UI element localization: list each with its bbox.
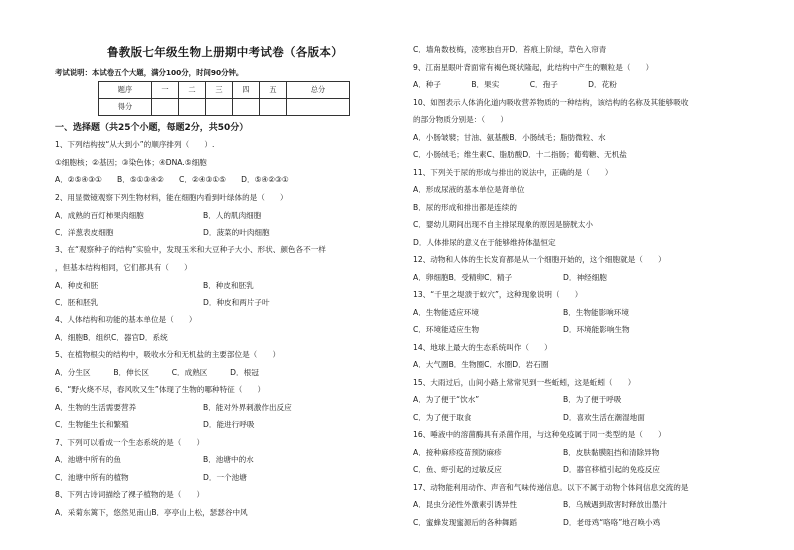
question-line: D．老母鸡“咯咯”地召唤小鸡 — [563, 518, 661, 527]
score-cell: 五 — [260, 82, 287, 99]
question-line: B．人的肌肉细胞 — [203, 211, 262, 220]
question-line: 13、“千里之堤溃于蚁穴”，这种现象说明（ ） — [413, 290, 583, 299]
question-line: A．成熟的百灯柿果肉细胞 — [55, 211, 144, 220]
score-table-header-row — [99, 82, 350, 99]
question-line: D．种皮和两片子叶 — [203, 298, 270, 307]
score-table-score-row — [99, 99, 350, 116]
score-cell — [287, 99, 350, 116]
question-line: A．②⑤④③① B．⑤①③④② C．②④③①⑤ D．⑤④②③① — [55, 175, 289, 184]
question-line: D．环境能影响生物 — [563, 325, 630, 334]
question-line: C．池塘中所有的植物 — [55, 473, 129, 482]
score-cell: 题序 — [99, 82, 152, 99]
score-cell: 一 — [152, 82, 179, 99]
score-cell — [260, 99, 287, 116]
score-cell — [179, 99, 206, 116]
question-line: B．皮肤黏膜阻挡和清除异物 — [563, 448, 660, 457]
score-cell — [152, 99, 179, 116]
section-heading: 一、选择题（共25个小题，每题2分，共50分） — [55, 123, 249, 133]
question-line: 17、动物能利用动作、声音和气味传递信息。以下不属于动物个体间信息交流的是 — [413, 483, 689, 492]
question-line: 11、下列关于尿的形成与排出的说法中，正确的是（ ） — [413, 168, 613, 177]
question-line: D．能进行呼吸 — [203, 420, 255, 429]
score-cell: 得分 — [99, 99, 152, 116]
question-line: D．菠菜的叶肉细胞 — [203, 228, 270, 237]
question-line: A．池塘中所有的鱼 — [55, 455, 121, 464]
question-line: B．生物能影响环境 — [563, 308, 629, 317]
question-line: 6、“野火烧不尽，春风吹又生”体现了生物的哪种特征（ ） — [55, 385, 266, 394]
question-line: A．昆虫分泌性外激素引诱异性 — [413, 500, 517, 509]
question-line: B．乌贼遇到敌害时释放出墨汁 — [563, 500, 667, 509]
question-line: C．洋葱表皮细胞 — [55, 228, 114, 237]
question-line: A．种皮和胚 — [55, 281, 99, 290]
question-line: 12、动物和人体的生长发育都是从一个细胞开始的，这个细胞就是（ ） — [413, 255, 666, 264]
score-cell: 总分 — [287, 82, 350, 99]
question-line: 14、地球上最大的生态系统叫作（ ） — [413, 343, 552, 352]
question-line: C．墙角数枝梅，凌寒独自开D．苔痕上阶绿，草色入帘青 — [413, 45, 607, 54]
score-cell — [206, 99, 233, 116]
question-line: 的部分物质分别是：（ ） — [413, 115, 508, 124]
score-cell: 四 — [233, 82, 260, 99]
question-line: C．环境能适应生物 — [413, 325, 480, 334]
question-line: B．为了便于呼吸 — [563, 395, 622, 404]
question-line: 8、下列古诗词描绘了裸子植物的是（ ） — [55, 490, 205, 499]
question-line: 2、用显微镜观察下列生物材料，能在细胞内看到叶绿体的是（ ） — [55, 193, 288, 202]
question-line: 1、下列结构按“从大到小”的顺序排列（ ）. — [55, 140, 215, 149]
question-line: B．池塘中的水 — [203, 455, 254, 464]
question-line: A．种子 B．果实 C．孢子 D．花粉 — [413, 80, 617, 89]
question-line: 16、唾液中的溶菌酶具有杀菌作用，与这种免疫属于同一类型的是（ ） — [413, 430, 666, 439]
question-line: 4、人体结构和功能的基本单位是（ ） — [55, 315, 197, 324]
question-line: ，但基本结构相同，它们都具有（ ） — [55, 263, 192, 272]
question-line: A．细胞B．组织C．器官D．系统 — [55, 333, 168, 342]
question-line: 9、江南星眼叶背面常有褐色斑状隆起，此结构中产生的颗粒是（ ） — [413, 63, 654, 72]
question-line: D．器官移植引起的免疫反应 — [563, 465, 660, 474]
question-line: C．为了便于取食 — [413, 413, 472, 422]
question-line: B．种皮和胚乳 — [203, 281, 254, 290]
question-line: A．大气圈B．生物圈C．水圈D．岩石圈 — [413, 360, 549, 369]
question-line: D．喜欢生活在潮湿地面 — [563, 413, 645, 422]
question-line: 3、在“观察种子的结构”实验中，发现玉米和大豆种子大小、形状、颜色各不一样 — [55, 245, 326, 254]
question-line: 15、大雨过后，山间小路上常常见到一些蚯蚓，这是蚯蚓（ ） — [413, 378, 636, 387]
question-line: C．小肠绒毛；维生素C、脂肪酸D．十二指肠；葡萄糖、无机盐 — [413, 150, 627, 159]
question-line: 10、如图表示人体消化道内吸收营养物质的一种结构，该结构的名称及其能够吸收 — [413, 98, 689, 107]
question-line: D．一个池塘 — [203, 473, 247, 482]
question-line: C．胚和胚乳 — [55, 298, 99, 307]
question-line: D．人体排尿的意义在于能够维持体温恒定 — [413, 238, 556, 247]
question-line: C．蜜蜂发现蜜源后的各种舞蹈 — [413, 518, 518, 527]
exam-instructions: 考试说明：本试卷五个大题，满分100分，时间90分钟。 — [55, 68, 244, 77]
question-line: A．生物能适应环境 — [413, 308, 479, 317]
score-cell — [233, 99, 260, 116]
question-line: A．分生区 B．伸长区 C．成熟区 D．根冠 — [55, 368, 259, 377]
question-line: ①细胞核；②基因；③染色体；④DNA.⑤细胞 — [55, 158, 207, 167]
question-line: 5、在植物根尖的结构中，吸收水分和无机盐的主要部位是（ ） — [55, 350, 281, 359]
exam-title: 鲁教版七年级生物上册期中考试卷（各版本） — [107, 45, 343, 59]
score-table — [98, 81, 350, 116]
question-line: A．接种麻疹疫苗预防麻疹 — [413, 448, 502, 457]
question-line: B．能对外界刺激作出反应 — [203, 403, 292, 412]
score-cell: 三 — [206, 82, 233, 99]
question-line: A．形成尿液的基本单位是肾单位 — [413, 185, 525, 194]
question-line: A．卵细胞B．受精卵C．精子 — [413, 273, 513, 282]
question-line: D．神经细胞 — [563, 273, 607, 282]
question-line: 7、下列可以看成一个生态系统的是（ ） — [55, 438, 205, 447]
question-line: A．生物的生活需要营养 — [55, 403, 137, 412]
score-cell: 二 — [179, 82, 206, 99]
question-line: B．尿的形成和排出都是连续的 — [413, 203, 517, 212]
question-line: C．婴幼儿期间出现不自主排尿现象的原因是膀胱太小 — [413, 220, 593, 229]
question-line: A．为了便于“饮水” — [413, 395, 480, 404]
question-line: C．鱼、虾引起的过敏反应 — [413, 465, 502, 474]
question-line: A．采菊东篱下，悠然见南山B．亭亭山上松，瑟瑟谷中风 — [55, 508, 248, 517]
question-line: A．小肠皱襞；甘油、氨基酸B．小肠绒毛；脂肪微粒、水 — [413, 133, 606, 142]
question-line: C．生物能生长和繁殖 — [55, 420, 129, 429]
